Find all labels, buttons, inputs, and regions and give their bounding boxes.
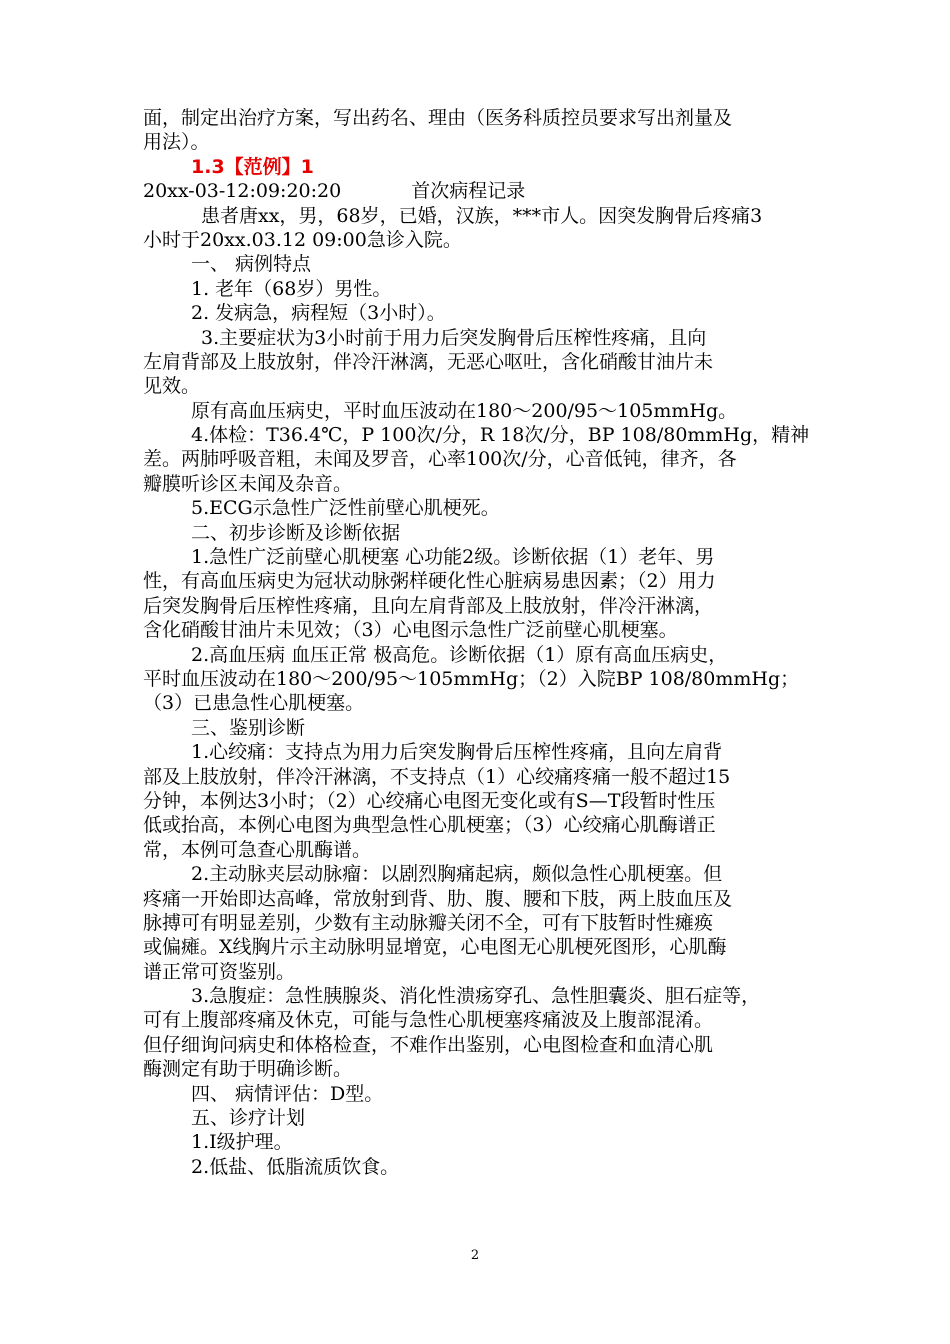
text-line: 5.ECG示急性广泛性前壁心肌梗死。: [191, 497, 500, 520]
text-line: 2.主动脉夹层动脉瘤：以剧烈胸痛起病，颇似急性心肌梗塞。但: [191, 863, 723, 886]
text-line: 部及上肢放射，伴冷汗淋漓，不支持点（1）心绞痛疼痛一般不超过15: [143, 765, 731, 788]
document-body: [143, 106, 811, 1179]
text-line: 低或抬高，本例心电图为典型急性心肌梗塞；（3）心绞痛心肌酶谱正: [143, 814, 716, 837]
text-line: 平时血压波动在180～200/95～105mmHg；（2）入院BP 108/80mmHg；: [143, 667, 800, 690]
text-line: 谱正常可资鉴别。: [143, 960, 296, 983]
text-line: 酶测定有助于明确诊断。: [143, 1058, 353, 1081]
text-line: 1.I级护理。: [191, 1131, 293, 1154]
text-line: 一、 病例特点: [191, 253, 312, 276]
text-line: 左肩背部及上肢放射，伴冷汗淋漓，无恶心呕吐，含化硝酸甘油片未: [143, 350, 714, 373]
text-line: 二、初步诊断及诊断依据: [191, 521, 401, 544]
text-line: 小时于20xx.03.12 09:00急诊入院。: [143, 228, 462, 251]
record-title: 首次病程记录: [411, 180, 526, 203]
section-heading: [143, 155, 811, 179]
text-line: 3.主要症状为3小时前于用力后突发胸骨后压榨性疼痛，且向: [201, 326, 707, 349]
text-line: 4.体检：T36.4℃，P 100次/分，R 18次/分，BP 108/80mmHg，精神: [191, 424, 810, 447]
text-line: 瓣膜听诊区未闻及杂音。: [143, 472, 353, 495]
text-line: 分钟，本例达3小时；（2）心绞痛心电图无变化或有S—T段暂时性压: [143, 789, 716, 812]
text-line: 差。两肺呼吸音粗，未闻及罗音，心率100次/分，心音低钝，律齐，各: [143, 448, 737, 471]
example-heading: 1.3【范例】1: [191, 155, 314, 178]
record-timestamp: 20xx-03-12:09:20:20: [143, 180, 342, 203]
text-line: 1.心绞痛：支持点为用力后突发胸骨后压榨性疼痛，且向左肩背: [191, 741, 723, 764]
text-line: 后突发胸骨后压榨性疼痛，且向左肩背部及上肢放射，伴冷汗淋漓，: [143, 594, 714, 617]
text-line: 原有高血压病史，平时血压波动在180～200/95～105mmHg。: [191, 399, 738, 422]
text-line: 常，本例可急查心肌酶谱。: [143, 838, 372, 861]
page-number: 2: [470, 1248, 480, 1263]
text-line: 1. 老年（68岁）男性。: [191, 277, 392, 300]
text-line: （3）已患急性心肌梗塞。: [143, 692, 365, 715]
text-line: 见效。: [143, 375, 201, 398]
text-line: 含化硝酸甘油片未见效；（3）心电图示急性广泛前壁心肌梗塞。: [143, 619, 678, 642]
text-line: 但仔细询问病史和体格检查，不难作出鉴别，心电图检查和血清心肌: [143, 1033, 714, 1056]
text-line: 用法）。: [143, 131, 210, 154]
text-line: 1.急性广泛前壁心肌梗塞 心功能2级。诊断依据（1）老年、男: [191, 546, 715, 569]
text-line: 2. 发病急，病程短（3小时）。: [191, 302, 446, 325]
record-header: [143, 179, 811, 203]
text-line: 3.急腹症：急性胰腺炎、消化性溃疡穿孔、急性胆囊炎、胆石症等，: [191, 985, 761, 1008]
text-line: 面，制定出治疗方案，写出药名、理由（医务科质控员要求写出剂量及: [143, 107, 733, 129]
text-line: 2.低盐、低脂流质饮食。: [191, 1155, 400, 1178]
text-line: 脉搏可有明显差别，少数有主动脉瓣关闭不全，可有下肢暂时性瘫痪: [143, 911, 714, 934]
text-line: 疼痛一开始即达高峰，常放射到背、肋、腹、腰和下肢，两上肢血压及: [143, 887, 733, 910]
text-line: 2.高血压病 血压正常 极高危。诊断依据（1）原有高血压病史，: [191, 643, 728, 666]
text-line: 性，有高血压病史为冠状动脉粥样硬化性心脏病易患因素；（2）用力: [143, 570, 716, 593]
text-line: 或偏瘫。X线胸片示主动脉明显增宽，心电图无心肌梗死图形，心肌酶: [143, 936, 727, 959]
text-line: 患者唐xx，男，68岁，已婚，汉族，***市人。因突发胸骨后疼痛3: [201, 204, 763, 227]
text-line: 四、 病情评估：D型。: [191, 1082, 384, 1105]
text-line: 三、鉴别诊断: [191, 716, 306, 739]
text-line: 五、诊疗计划: [191, 1107, 306, 1130]
text-line: 可有上腹部疼痛及休克，可能与急性心肌梗塞疼痛波及上腹部混淆。: [143, 1009, 714, 1032]
